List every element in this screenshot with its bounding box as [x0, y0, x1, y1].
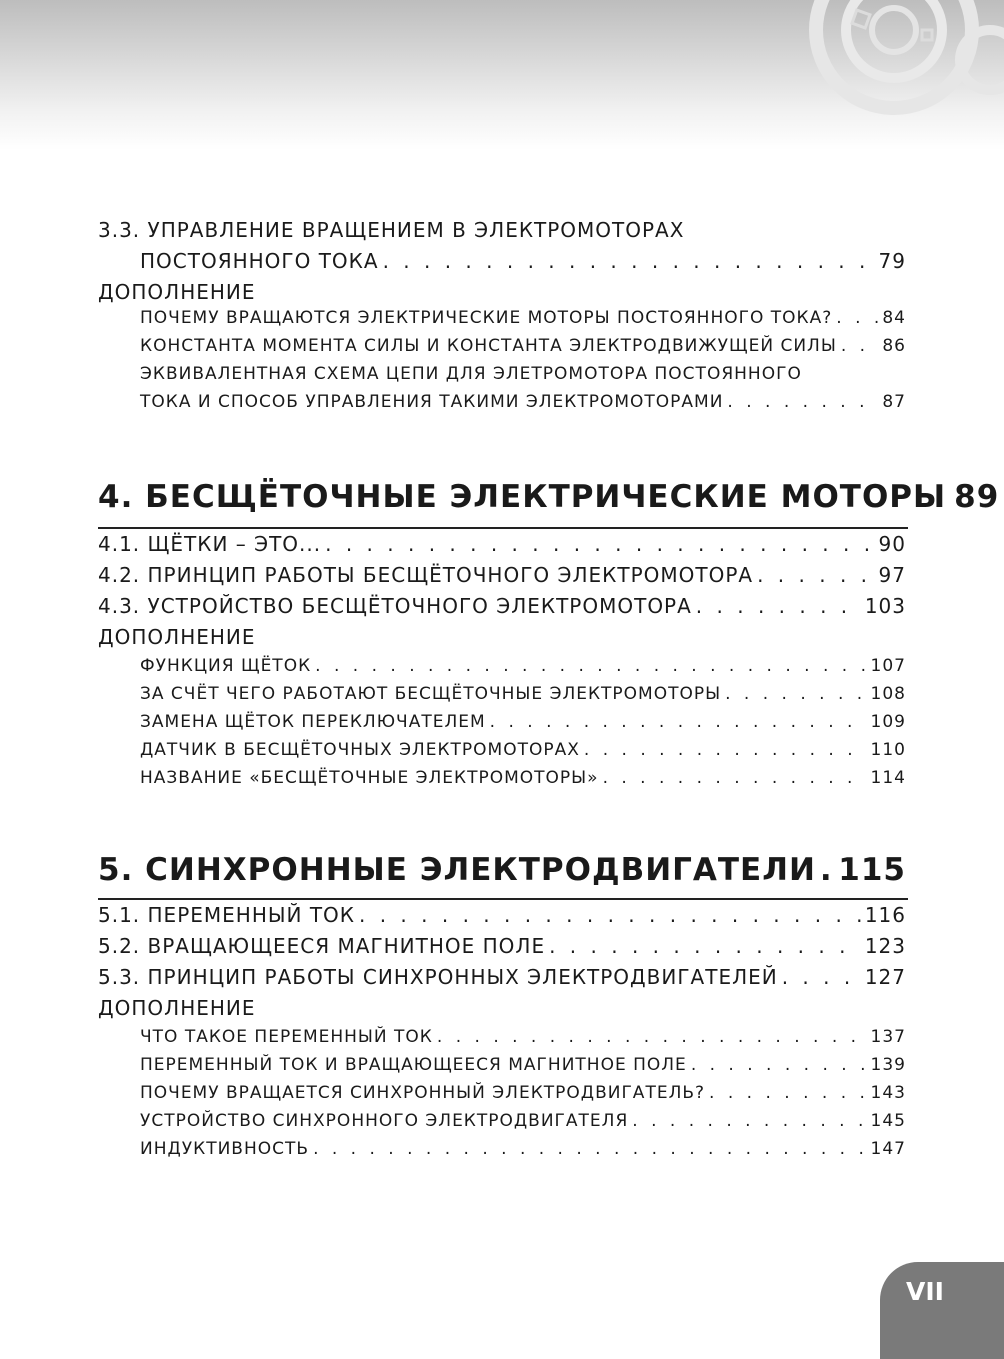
chapter-divider: [98, 527, 908, 529]
toc-item-label: ЧТО ТАКОЕ ПЕРЕМЕННЫЙ ТОК: [140, 1027, 433, 1047]
toc-subitem[interactable]: [98, 392, 906, 420]
toc-item-label: 4.1. ЩЁТКИ – ЭТО...: [98, 532, 322, 556]
leader-dots: [315, 656, 866, 676]
toc-subitem[interactable]: [98, 740, 906, 768]
toc-item[interactable]: [98, 532, 906, 563]
supplement-heading: ДОПОЛНЕНИЕ: [98, 280, 256, 304]
leader-dots: [437, 1027, 867, 1047]
leader-dots: [325, 532, 874, 556]
toc-item-label: ИНДУКТИВНОСТЬ: [140, 1139, 310, 1159]
toc-item-3-3-line1[interactable]: 3.3. УПРАВЛЕНИЕ ВРАЩЕНИЕМ В ЭЛЕКТРОМОТОРАХ: [98, 218, 685, 242]
toc-item[interactable]: [98, 594, 906, 625]
leader-dots: [313, 1139, 866, 1159]
toc-item-label: ПОЧЕМУ ВРАЩАЮТСЯ ЭЛЕКТРИЧЕСКИЕ МОТОРЫ ПОСТОЯННОГО ТОКА?: [140, 308, 833, 328]
toc-item-label: 4.3. УСТРОЙСТВО БЕСЩЁТОЧНОГО ЭЛЕКТРОМОТОРА: [98, 594, 692, 618]
leader-dots: [359, 903, 861, 927]
toc-item-label: ПЕРЕМЕННЫЙ ТОК И ВРАЩАЮЩЕЕСЯ МАГНИТНОЕ ПОЛЕ: [140, 1055, 687, 1075]
toc-subitem[interactable]: [98, 768, 906, 796]
toc-item-label: ДАТЧИК В БЕСЩЁТОЧНЫХ ЭЛЕКТРОМОТОРАХ: [140, 740, 580, 760]
page-number: 110: [870, 740, 906, 760]
page-number-label: VII: [906, 1277, 944, 1306]
toc-chapter-5: [98, 840, 906, 900]
page-number: 139: [870, 1055, 906, 1075]
page-number: 145: [870, 1111, 906, 1131]
page-number: 86: [882, 336, 906, 356]
toc-chapter-5-items: [98, 903, 906, 1167]
toc-item-label: ЗА СЧЁТ ЧЕГО РАБОТАЮТ БЕСЩЁТОЧНЫЕ ЭЛЕКТРОМОТОРЫ: [140, 684, 722, 704]
page-number: 89: [954, 479, 1000, 515]
page-number: 123: [864, 934, 906, 958]
toc-chapter-4-items: [98, 532, 906, 796]
leader-dots: [603, 768, 867, 788]
toc-item-label: 5.1. ПЕРЕМЕННЫЙ ТОК: [98, 903, 355, 927]
leader-dots: [632, 1111, 866, 1131]
toc-subitem[interactable]: [98, 1083, 906, 1111]
leader-dots: [727, 392, 878, 412]
toc-item-label: КОНСТАНТА МОМЕНТА СИЛЫ И КОНСТАНТА ЭЛЕКТРОДВИЖУЩЕЙ СИЛЫ: [140, 336, 837, 356]
toc-item[interactable]: [98, 965, 906, 996]
leader-dots: [725, 684, 866, 704]
leader-dots: [696, 594, 861, 618]
toc-item[interactable]: [98, 903, 906, 934]
chapter-heading[interactable]: [98, 840, 906, 900]
toc-item-label: НАЗВАНИЕ «БЕСЩЁТОЧНЫЕ ЭЛЕКТРОМОТОРЫ»: [140, 768, 599, 788]
leader-dots: [549, 934, 861, 958]
page-number: 84: [882, 308, 906, 328]
toc-item-label: ЗАМЕНА ЩЁТОК ПЕРЕКЛЮЧАТЕЛЕМ: [140, 712, 486, 732]
supplement-heading: ДОПОЛНЕНИЕ: [98, 625, 256, 649]
toc-item-label: 5.3. ПРИНЦИП РАБОТЫ СИНХРОННЫХ ЭЛЕКТРОДВИГАТЕЛЕЙ: [98, 965, 778, 989]
toc-item[interactable]: [98, 934, 906, 965]
toc-chapter-4: [98, 467, 1000, 527]
toc-item-label: ПОЧЕМУ ВРАЩАЕТСЯ СИНХРОННЫЙ ЭЛЕКТРОДВИГАТЕЛЬ?: [140, 1083, 706, 1103]
toc-item-label: ТОКА И СПОСОБ УПРАВЛЕНИЯ ТАКИМИ ЭЛЕКТРОМОТОРАМИ: [140, 392, 724, 412]
page-number: 107: [870, 656, 906, 676]
toc-subitem[interactable]: [98, 1111, 906, 1139]
page-number: 109: [870, 712, 906, 732]
toc-item-3-3[interactable]: [98, 249, 906, 280]
toc-item-label: 5.2. ВРАЩАЮЩЕЕСЯ МАГНИТНОЕ ПОЛЕ: [98, 934, 546, 958]
toc-subitem[interactable]: [98, 656, 906, 684]
toc-subitem-line1[interactable]: ЭКВИВАЛЕНТНАЯ СХЕМА ЦЕПИ ДЛЯ ЭЛЕТРОМОТОРА ПОСТОЯННОГО: [140, 364, 802, 384]
leader-dots: [836, 308, 878, 328]
page-number: 79: [878, 249, 906, 273]
toc-item-label: ПОСТОЯННОГО ТОКА: [140, 249, 379, 273]
toc-subitem[interactable]: [98, 1055, 906, 1083]
leader-dots: [584, 740, 867, 760]
toc-item-label: ФУНКЦИЯ ЩЁТОК: [140, 656, 312, 676]
leader-dots: [782, 965, 861, 989]
page-number-tab: [880, 1262, 1004, 1359]
toc-item-label: 4.2. ПРИНЦИП РАБОТЫ БЕСЩЁТОЧНОГО ЭЛЕКТРОМОТОРА: [98, 563, 754, 587]
chapter-divider: [98, 898, 908, 900]
page-number: 115: [838, 852, 906, 888]
page-number: 116: [864, 903, 906, 927]
toc-subitem[interactable]: [98, 1027, 906, 1055]
leader-dots: [490, 712, 867, 732]
page-number: 90: [878, 532, 906, 556]
leader-dots: [709, 1083, 867, 1103]
toc-section-3-tail: [98, 218, 906, 420]
page-number: 108: [870, 684, 906, 704]
page-number: 137: [870, 1027, 906, 1047]
supplement-heading: ДОПОЛНЕНИЕ: [98, 996, 256, 1020]
toc-item-label: УСТРОЙСТВО СИНХРОННОГО ЭЛЕКТРОДВИГАТЕЛЯ: [140, 1111, 629, 1131]
toc-subitem[interactable]: [98, 336, 906, 364]
toc-subitem[interactable]: [98, 684, 906, 712]
page-number: 143: [870, 1083, 906, 1103]
toc-item[interactable]: [98, 563, 906, 594]
page-number: 97: [878, 563, 906, 587]
decorative-circles-icon: [804, 0, 1004, 130]
page-number: 114: [870, 768, 906, 788]
leader-dots: [820, 852, 834, 888]
toc-subitem[interactable]: [98, 1139, 906, 1167]
page-number: 127: [864, 965, 906, 989]
chapter-heading[interactable]: [98, 467, 1000, 527]
chapter-title: 5. СИНХРОННЫЕ ЭЛЕКТРОДВИГАТЕЛИ: [98, 852, 816, 888]
toc-subitem[interactable]: [98, 308, 906, 336]
leader-dots: [691, 1055, 867, 1075]
leader-dots: [841, 336, 879, 356]
page-number: 147: [870, 1139, 906, 1159]
toc-subitem[interactable]: [98, 712, 906, 740]
leader-dots: [383, 249, 875, 273]
chapter-title: 4. БЕСЩЁТОЧНЫЕ ЭЛЕКТРИЧЕСКИЕ МОТОРЫ: [98, 479, 947, 515]
page-number: 103: [864, 594, 906, 618]
page-number: 87: [882, 392, 906, 412]
leader-dots: [757, 563, 874, 587]
